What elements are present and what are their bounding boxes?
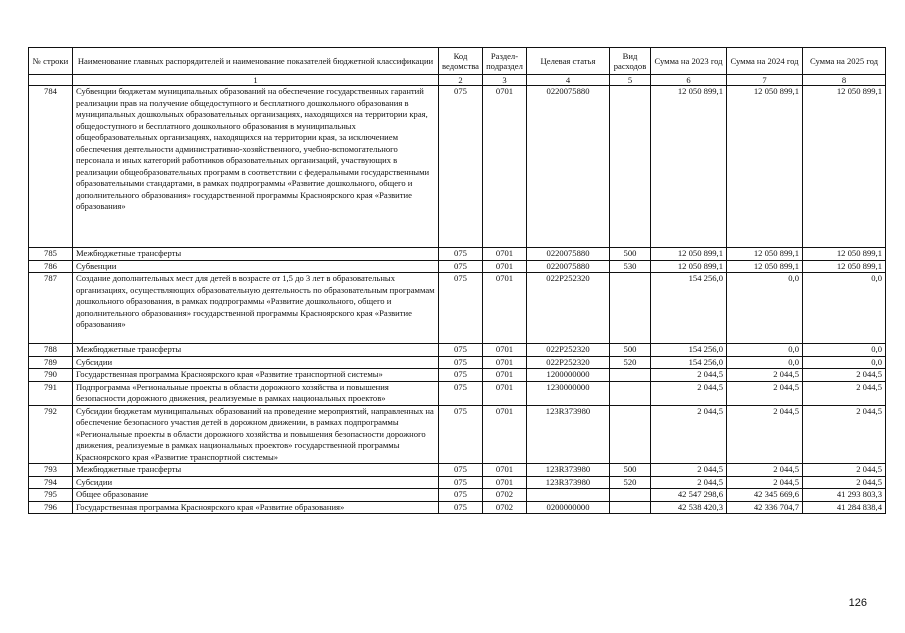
row-sum-2023: 42 538 420,3 [651, 501, 727, 514]
row-expense-type [610, 381, 651, 405]
row-department-code: 075 [439, 86, 483, 248]
table-row [29, 476, 886, 489]
row-target-article: 123R373980 [527, 464, 610, 477]
row-section: 0701 [483, 476, 527, 489]
row-sum-2024: 12 050 899,1 [727, 248, 803, 261]
row-sum-2024: 42 345 669,6 [727, 489, 803, 502]
row-name: Межбюджетные трансферты [73, 344, 439, 357]
header-name: Наименование главных распорядителей и наименование показателей бюджетной классификации [73, 48, 439, 75]
row-department-code: 075 [439, 501, 483, 514]
column-number: 7 [727, 75, 803, 86]
row-target-article: 0220075880 [527, 248, 610, 261]
row-section: 0701 [483, 344, 527, 357]
column-number: 8 [803, 75, 886, 86]
row-expense-type: 500 [610, 248, 651, 261]
row-sum-2025: 0,0 [803, 344, 886, 357]
row-sum-2024: 2 044,5 [727, 405, 803, 464]
row-section: 0701 [483, 464, 527, 477]
row-sum-2025: 12 050 899,1 [803, 86, 886, 248]
row-expense-type [610, 369, 651, 382]
table-row [29, 86, 886, 248]
row-target-article: 022P252320 [527, 273, 610, 344]
row-number: 796 [29, 501, 73, 514]
row-sum-2023: 154 256,0 [651, 344, 727, 357]
row-sum-2025: 12 050 899,1 [803, 260, 886, 273]
row-department-code: 075 [439, 369, 483, 382]
column-number: 4 [527, 75, 610, 86]
row-sum-2024: 2 044,5 [727, 381, 803, 405]
row-section: 0701 [483, 356, 527, 369]
table-row [29, 248, 886, 261]
table-row [29, 369, 886, 382]
header-sum-2024: Сумма на 2024 год [727, 48, 803, 75]
row-sum-2023: 2 044,5 [651, 381, 727, 405]
table-row [29, 356, 886, 369]
row-section: 0701 [483, 405, 527, 464]
row-sum-2025: 2 044,5 [803, 464, 886, 477]
row-number: 786 [29, 260, 73, 273]
row-sum-2024: 42 336 704,7 [727, 501, 803, 514]
row-sum-2025: 41 284 838,4 [803, 501, 886, 514]
row-number: 790 [29, 369, 73, 382]
row-sum-2023: 12 050 899,1 [651, 260, 727, 273]
row-department-code: 075 [439, 464, 483, 477]
row-name: Субсидии [73, 476, 439, 489]
row-target-article: 022P252320 [527, 344, 610, 357]
row-number: 788 [29, 344, 73, 357]
header-sum-2023: Сумма на 2023 год [651, 48, 727, 75]
row-sum-2023: 12 050 899,1 [651, 248, 727, 261]
row-department-code: 075 [439, 248, 483, 261]
row-number: 795 [29, 489, 73, 502]
row-section: 0701 [483, 248, 527, 261]
row-sum-2023: 12 050 899,1 [651, 86, 727, 248]
row-name: Межбюджетные трансферты [73, 248, 439, 261]
table-row [29, 273, 886, 344]
column-number-row [29, 75, 886, 86]
row-target-article: 022P252320 [527, 356, 610, 369]
table-row [29, 489, 886, 502]
table-row [29, 501, 886, 514]
row-number: 785 [29, 248, 73, 261]
row-expense-type [610, 273, 651, 344]
table-row [29, 464, 886, 477]
row-number: 784 [29, 86, 73, 248]
row-department-code: 075 [439, 476, 483, 489]
row-sum-2024: 12 050 899,1 [727, 260, 803, 273]
row-department-code: 075 [439, 344, 483, 357]
row-target-article: 123R373980 [527, 476, 610, 489]
row-sum-2023: 42 547 298,6 [651, 489, 727, 502]
row-name: Субвенции [73, 260, 439, 273]
row-sum-2023: 2 044,5 [651, 476, 727, 489]
row-name: Субсидии бюджетам муниципальных образований на проведение мероприятий, направленных на обеспечение безопасного участия детей в дорожном движении, в рамках подпрограммы «Региональные проекты в области дорожного хозяйства и повышения безопасности дорожного движения, реализуемые в рамках национальных проектов» государственной программы Красноярского края «Развитие транспортной системы» [73, 405, 439, 464]
row-name: Государственная программа Красноярского края «Развитие образования» [73, 501, 439, 514]
row-section: 0701 [483, 273, 527, 344]
row-department-code: 075 [439, 260, 483, 273]
column-number: 5 [610, 75, 651, 86]
header-expense-type: Вид расходов [610, 48, 651, 75]
row-department-code: 075 [439, 356, 483, 369]
row-target-article: 0220075880 [527, 86, 610, 248]
row-sum-2025: 2 044,5 [803, 405, 886, 464]
header-target-article: Целевая статья [527, 48, 610, 75]
row-sum-2025: 41 293 803,3 [803, 489, 886, 502]
row-target-article: 1230000000 [527, 381, 610, 405]
row-sum-2024: 2 044,5 [727, 369, 803, 382]
row-name: Общее образование [73, 489, 439, 502]
row-sum-2024: 2 044,5 [727, 476, 803, 489]
row-department-code: 075 [439, 273, 483, 344]
row-section: 0702 [483, 501, 527, 514]
row-expense-type: 530 [610, 260, 651, 273]
row-number: 791 [29, 381, 73, 405]
column-number: 2 [439, 75, 483, 86]
row-sum-2025: 2 044,5 [803, 369, 886, 382]
row-expense-type [610, 405, 651, 464]
row-sum-2023: 154 256,0 [651, 356, 727, 369]
row-sum-2024: 0,0 [727, 356, 803, 369]
row-name: Межбюджетные трансферты [73, 464, 439, 477]
row-name: Субсидии [73, 356, 439, 369]
header-department-code: Код ведомства [439, 48, 483, 75]
row-sum-2025: 2 044,5 [803, 476, 886, 489]
budget-table [28, 47, 886, 514]
page-number: 126 [848, 597, 867, 609]
header-row-number: № строки [29, 48, 73, 75]
row-expense-type: 520 [610, 356, 651, 369]
row-target-article: 1200000000 [527, 369, 610, 382]
row-expense-type [610, 86, 651, 248]
row-department-code: 075 [439, 405, 483, 464]
row-expense-type [610, 489, 651, 502]
row-department-code: 075 [439, 489, 483, 502]
row-sum-2025: 12 050 899,1 [803, 248, 886, 261]
table-row [29, 260, 886, 273]
row-expense-type [610, 501, 651, 514]
row-number: 792 [29, 405, 73, 464]
row-number: 794 [29, 476, 73, 489]
row-sum-2024: 2 044,5 [727, 464, 803, 477]
row-name: Государственная программа Красноярского края «Развитие транспортной системы» [73, 369, 439, 382]
row-expense-type: 500 [610, 344, 651, 357]
row-name: Создание дополнительных мест для детей в возрасте от 1,5 до 3 лет в образовательных организациях, осуществляющих образовательную деятельность по образовательным программам дошкольного образования, в рамках подпрограммы «Развитие дошкольного, общего и дополнительного образования» государственной программы Красноярского края «Развитие образования» [73, 273, 439, 344]
row-section: 0701 [483, 369, 527, 382]
row-number: 793 [29, 464, 73, 477]
row-sum-2024: 0,0 [727, 273, 803, 344]
header-section: Раздел-подраздел [483, 48, 527, 75]
row-department-code: 075 [439, 381, 483, 405]
row-section: 0701 [483, 260, 527, 273]
table-header-row [29, 48, 886, 75]
row-target-article [527, 489, 610, 502]
column-number: 6 [651, 75, 727, 86]
row-sum-2025: 0,0 [803, 356, 886, 369]
row-sum-2023: 2 044,5 [651, 369, 727, 382]
row-target-article: 0220075880 [527, 260, 610, 273]
row-number: 789 [29, 356, 73, 369]
row-section: 0701 [483, 86, 527, 248]
row-number: 787 [29, 273, 73, 344]
row-section: 0701 [483, 381, 527, 405]
table-row [29, 381, 886, 405]
row-target-article: 123R373980 [527, 405, 610, 464]
row-target-article: 0200000000 [527, 501, 610, 514]
row-sum-2024: 12 050 899,1 [727, 86, 803, 248]
column-number: 1 [73, 75, 439, 86]
table-row [29, 344, 886, 357]
row-sum-2025: 2 044,5 [803, 381, 886, 405]
row-section: 0702 [483, 489, 527, 502]
row-sum-2025: 0,0 [803, 273, 886, 344]
table-row [29, 405, 886, 464]
column-number: 3 [483, 75, 527, 86]
row-name: Субвенции бюджетам муниципальных образований на обеспечение государственных гарантий реализации прав на получение общедоступного и бесплатного дошкольного образования в муниципальных дошкольных образовательных организациях, находящихся на территории края, общедоступного и бесплатного дошкольного образования в муниципальных общеобразовательных организациях, находящихся на территории края, за исключением обеспечения деятельности административно-хозяйственного, учебно-вспомогательного персонала и иных категорий работников образовательных организаций, участвующих в реализации общеобразовательных программ в соответствии с федеральными государственными образовательными стандартами, в рамках подпрограммы «Развитие дошкольного, общего и дополнительного образования» государственной программы Красноярского края «Развитие образования» [73, 86, 439, 248]
row-expense-type: 520 [610, 476, 651, 489]
header-sum-2025: Сумма на 2025 год [803, 48, 886, 75]
row-sum-2023: 2 044,5 [651, 405, 727, 464]
row-sum-2024: 0,0 [727, 344, 803, 357]
column-number [29, 75, 73, 86]
row-name: Подпрограмма «Региональные проекты в области дорожного хозяйства и повышения безопасности дорожного движения, реализуемые в рамках национальных проектов» [73, 381, 439, 405]
row-sum-2023: 2 044,5 [651, 464, 727, 477]
row-expense-type: 500 [610, 464, 651, 477]
row-sum-2023: 154 256,0 [651, 273, 727, 344]
